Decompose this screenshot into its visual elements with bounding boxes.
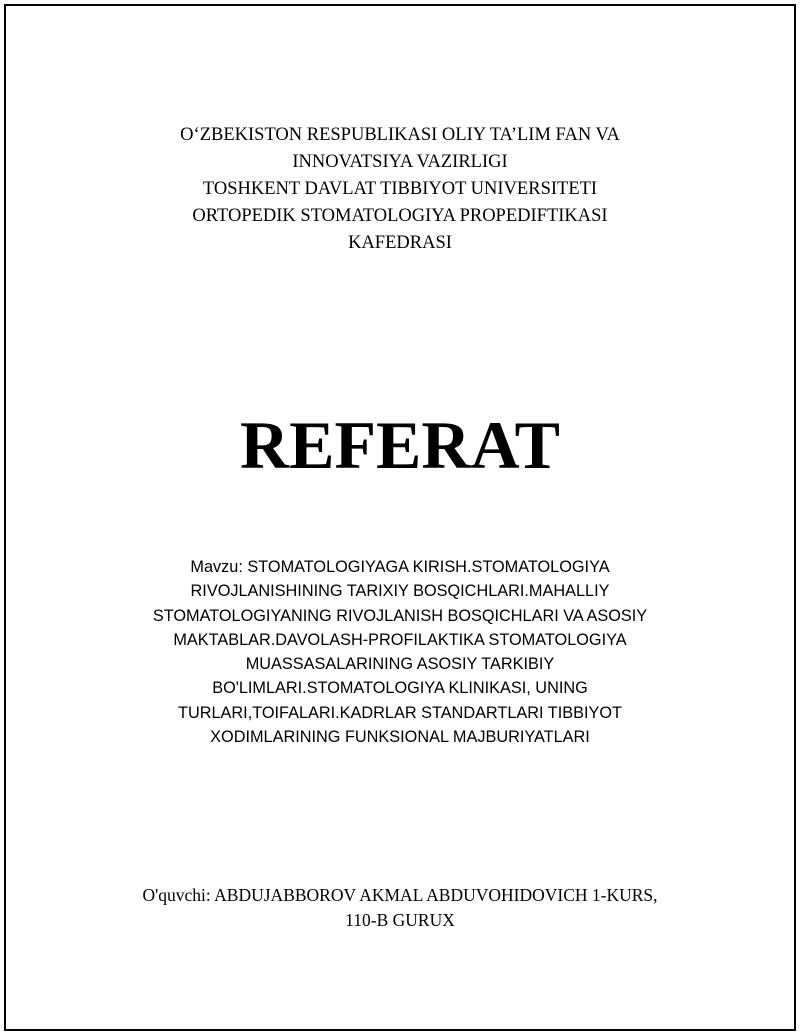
topic-line: MAKTABLAR.DAVOLASH-PROFILAKTIKA STOMATOLOGIYA (173, 630, 627, 649)
topic-line: XODIMLARINING FUNKSIONAL MAJBURIYATLARI (210, 728, 590, 747)
header-line: KAFEDRASI (348, 233, 452, 253)
institution-header (0, 122, 800, 257)
topic-line: Mavzu: STOMATOLOGIYAGA KIRISH.STOMATOLOGIYA (190, 558, 610, 576)
student-line: O'quvchi: ABDUJABBOROV AKMAL ABDUVOHIDOVICH 1-KURS, (142, 885, 658, 905)
topic-line: MUASSASALARINING ASOSIY TARKIBIY (245, 655, 555, 674)
header-line: INNOVATSIYA VAZIRLIGI (292, 152, 508, 172)
topic-line: BO'LIMLARI.STOMATOLOGIYA KLINIKASI, UNING (212, 679, 588, 698)
student-line: 110-B GURUX (345, 910, 455, 930)
topic-block (0, 555, 800, 749)
document-title: REFERAT (240, 407, 560, 483)
topic-line: TURLARI,TOIFALARI.KADRLAR STANDARTLARI TIBBIYOT (178, 703, 622, 722)
topic-line: RIVOJLANISHINING TARIXIY BOSQICHLARI.MAHALLIY (190, 582, 610, 601)
header-line: TOSHKENT DAVLAT TIBBIYOT UNIVERSITETI (202, 179, 598, 199)
student-info (0, 883, 800, 933)
header-line: O‘ZBEKISTON RESPUBLIKASI OLIY TA’LIM FAN VA (180, 125, 620, 145)
topic-line: STOMATOLOGIYANING RIVOJLANISH BOSQICHLARI VA ASOSIY (152, 606, 648, 625)
header-line: ORTOPEDIK STOMATOLOGIYA PROPEDIFTIKASI (192, 206, 608, 226)
